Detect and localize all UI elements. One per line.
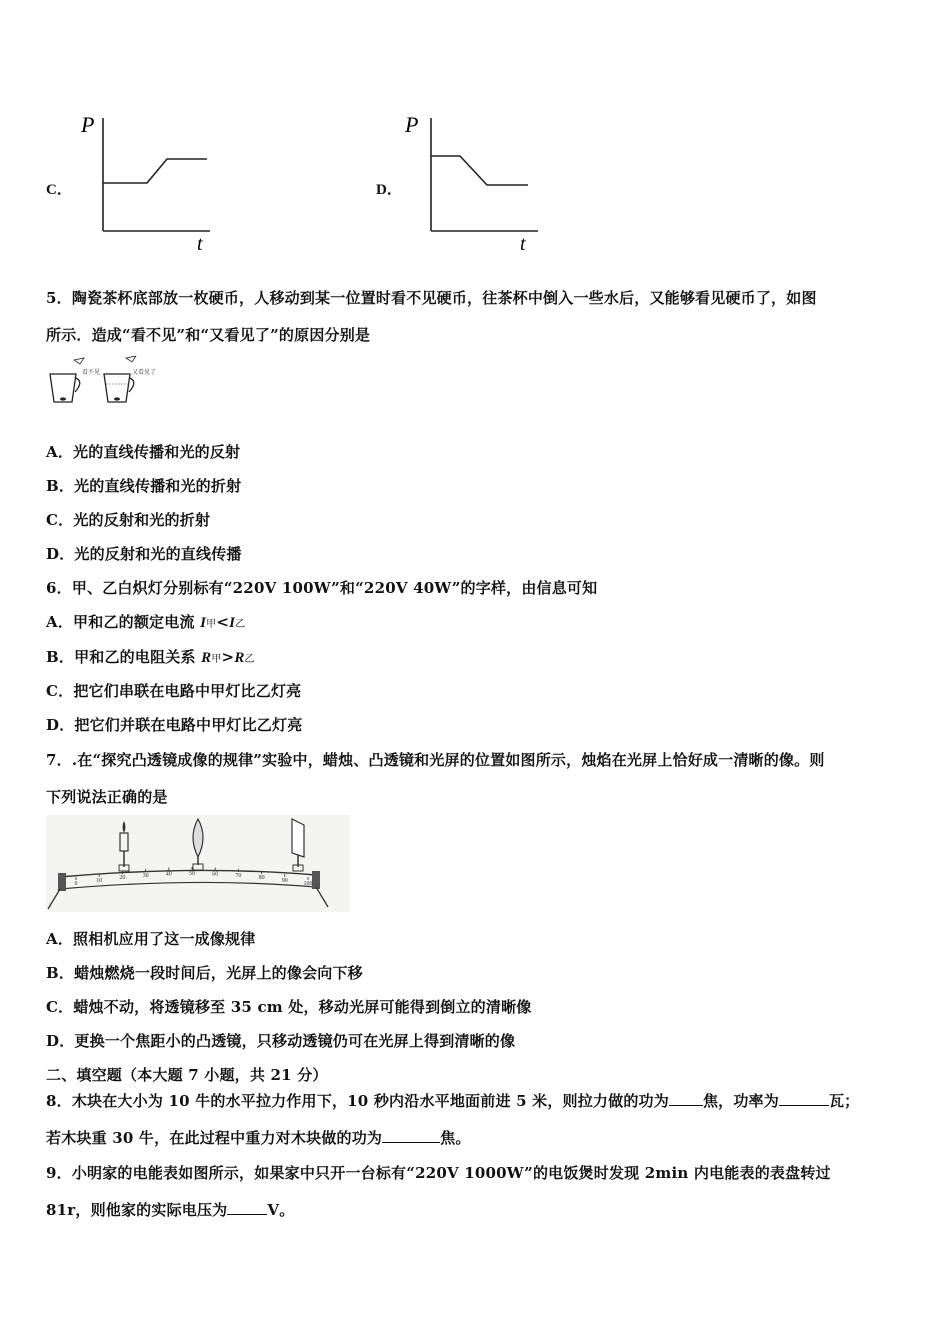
cup-2-label: 又看见了 xyxy=(132,370,157,376)
graph-c-axis-y: P xyxy=(81,112,95,137)
q6-option-b: B．甲和乙的电阻关系 R甲>R乙 xyxy=(46,648,255,666)
ruler-tick-label: 30 xyxy=(142,872,149,879)
bench-end-left xyxy=(58,873,66,891)
ruler-tick-label: 10 xyxy=(96,877,103,884)
q8-blank-work[interactable] xyxy=(669,1091,703,1106)
q7-optical-bench-figure xyxy=(46,815,350,912)
q9-line1: 9．小明家的电能表如图所示，如果家中只开一台标有“220V 1000W”的电饭煲时发现 2min 内电能表的表盘转过 xyxy=(46,1164,831,1182)
graph-d-curve xyxy=(431,156,528,185)
graph-c-curve xyxy=(103,159,207,183)
q7-option-d: D．更换一个焦距小的凸透镜，只移动透镜仍可在光屏上得到清晰的像 xyxy=(46,1032,516,1050)
cup-1 xyxy=(50,358,100,402)
q5-option-b: B．光的直线传播和光的折射 xyxy=(46,477,242,495)
q5-option-d: D．光的反射和光的直线传播 xyxy=(46,545,242,563)
bench-end-right xyxy=(312,871,320,889)
q6-option-a: A．甲和乙的额定电流 I甲<I乙 xyxy=(46,613,246,631)
q7-stem-line2: 下列说法正确的是 xyxy=(46,788,168,806)
q7-option-b: B．蜡烛燃烧一段时间后，光屏上的像会向下移 xyxy=(46,964,363,982)
q6-option-c: C．把它们串联在电路中甲灯比乙灯亮 xyxy=(46,682,302,700)
q9-line2: 81r，则他家的实际电压为 V。 xyxy=(46,1201,295,1219)
graph-c xyxy=(72,110,222,255)
graph-d-label: D． xyxy=(376,182,402,198)
coin-1 xyxy=(60,397,66,400)
ruler-tick-label: 100 xyxy=(303,881,313,887)
q6-stem: 6．甲、乙白炽灯分别标有“220V 100W”和“220V 40W”的字样，由信息可知 xyxy=(46,579,598,597)
q7-option-a: A．照相机应用了这一成像规律 xyxy=(46,930,256,948)
ruler-tick-label: 50 xyxy=(189,871,195,877)
q5-cups-figure xyxy=(44,356,174,408)
ruler-tick-label: 40 xyxy=(165,871,172,878)
eye-icon xyxy=(74,358,84,364)
graph-c-axis-x: t xyxy=(197,233,203,255)
q9-blank-voltage[interactable] xyxy=(227,1200,267,1215)
q6-option-d: D．把它们并联在电路中甲灯比乙灯亮 xyxy=(46,716,303,734)
q8-blank-gravity-work[interactable] xyxy=(382,1128,440,1143)
graph-d-axis-x: t xyxy=(520,233,526,255)
q5-option-c: C．光的反射和光的折射 xyxy=(46,511,211,529)
ruler-tick-label: 20 xyxy=(119,875,126,882)
q5-stem-line2: 所示．造成“看不见”和“又看见了”的原因分别是 xyxy=(46,326,371,344)
ruler-tick-label: 60 xyxy=(212,871,219,878)
cup-2 xyxy=(104,356,156,402)
graph-d xyxy=(400,110,550,255)
section-2-title: 二、填空题（本大题 7 小题，共 21 分） xyxy=(46,1066,328,1084)
ruler-tick-label: 90 xyxy=(281,877,288,884)
ruler-tick-label: 80 xyxy=(258,875,265,882)
q8-blank-power[interactable] xyxy=(779,1091,829,1106)
graph-c-label: C． xyxy=(46,182,72,198)
cup-1-label: 看不见 xyxy=(82,370,101,376)
q8-line2: 若木块重 30 牛，在此过程中重力对木块做的功为 焦。 xyxy=(46,1129,471,1147)
eye-icon xyxy=(126,356,136,362)
q7-option-c: C．蜡烛不动，将透镜移至 35 cm 处，移动光屏可能得到倒立的清晰像 xyxy=(46,998,532,1016)
ruler-tick-label: 0 xyxy=(74,881,78,887)
q5-option-a: A．光的直线传播和光的反射 xyxy=(46,443,241,461)
ruler-tick-label: 70 xyxy=(235,872,242,879)
coin-2 xyxy=(114,397,120,400)
graph-d-axis-y: P xyxy=(405,112,419,137)
q8-line1: 8．木块在大小为 10 牛的水平拉力作用下，10 秒内沿水平地面前进 5 米，则拉力做的功为 焦，功率为 瓦； xyxy=(46,1092,860,1110)
q7-stem-line1: 7．.在“探究凸透镜成像的规律”实验中，蜡烛、凸透镜和光屏的位置如图所示，烛焰在光屏上恰好成一清晰的像。则 xyxy=(46,751,825,769)
q5-stem-line1: 5．陶瓷茶杯底部放一枚硬币，人移动到某一位置时看不见硬币，往茶杯中倒入一些水后，又能够看见硬币了，如图 xyxy=(46,289,817,307)
